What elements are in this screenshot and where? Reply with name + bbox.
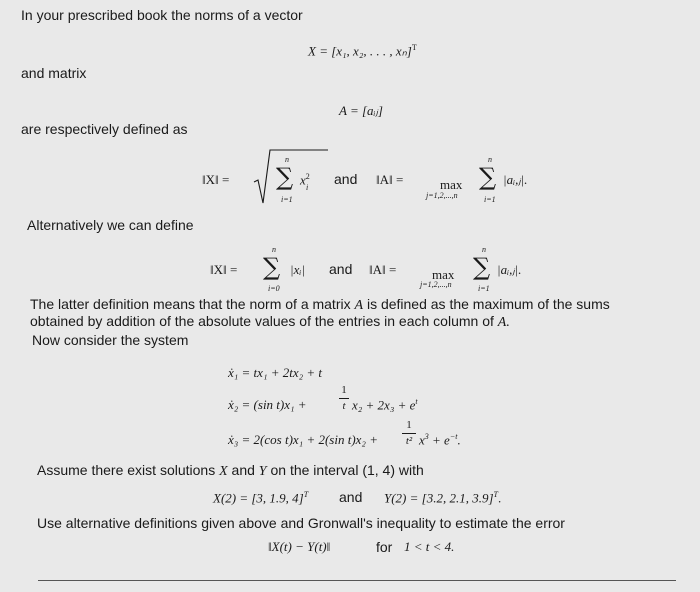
def2-and: and	[329, 261, 353, 277]
def2-normA: ‖A‖ =	[369, 262, 397, 277]
def2-sum2-bottom: i=1	[478, 284, 490, 293]
def1-term	[300, 173, 310, 186]
initial-X-sup: T	[303, 490, 309, 499]
def2-sum-bottom: i=0	[268, 284, 280, 293]
def1-normX: ‖X‖ =	[202, 172, 230, 187]
def2-normX: ‖X‖ =	[210, 262, 238, 277]
latter-line2-A: A.	[497, 315, 510, 330]
alternative-text: Alternatively we can define	[27, 217, 194, 233]
def1-term-sub: i	[306, 183, 309, 192]
initial-and: and	[339, 489, 363, 505]
system-eq3-tail-sup: −t	[449, 432, 458, 441]
assume-line	[37, 463, 424, 479]
initial-X-text: X(2) = [3, 1.9, 4]	[213, 490, 304, 506]
intro-text: In your prescribed book the norms of a vector	[21, 7, 303, 23]
initial-end: .	[497, 490, 502, 506]
assume-text1: Assume there exist solutions	[37, 462, 216, 478]
def1-term2: |aᵢ,ⱼ|.	[503, 172, 528, 187]
latter-line1-A: A	[354, 298, 364, 313]
matrix-definition: A = [aᵢⱼ]	[339, 103, 383, 118]
system-eq3-fracbar	[402, 433, 416, 434]
def1-max-sub: j=1,2,...,n	[426, 191, 458, 200]
def1-sigma: ∑	[276, 163, 294, 191]
system-eq3-sup: 3	[424, 432, 429, 441]
def1-sum2-bottom: i=1	[484, 195, 496, 204]
assume-X: X	[219, 464, 228, 479]
system-eq2-fracbar	[339, 398, 349, 399]
def2-sum2-top: n	[482, 245, 486, 254]
initial-Y	[384, 491, 501, 504]
def2-term2: |aᵢ,ⱼ|.	[497, 262, 522, 277]
system-eq3-x: x	[419, 432, 425, 448]
bottom-rule	[38, 580, 676, 581]
def1-sum2-top: n	[488, 155, 492, 164]
system-eq3-den: t²	[405, 435, 413, 447]
initial-X	[213, 491, 308, 504]
latter-line1-a: The latter definition means that the norm of a matrix	[30, 296, 351, 312]
latter-line1	[30, 297, 610, 313]
assume-and: and	[231, 462, 255, 478]
def2-max: max	[432, 267, 455, 282]
system-eq3-left: ẋ₃ = 2(cos t)x₁ + 2(sin t)x₂ +	[228, 432, 378, 447]
def2-sum-top: n	[272, 245, 276, 254]
latter-line2	[30, 314, 510, 330]
for-text: for	[376, 539, 393, 555]
initial-Y-sup: T	[493, 490, 498, 499]
system-eq3-right	[419, 433, 461, 446]
system-eq1: ẋ₁ = tx₁ + 2tx₂ + t	[228, 365, 323, 380]
def1-and: and	[334, 171, 358, 187]
system-eq2-right-text: x₂ + 2x₃ + e	[352, 397, 416, 413]
respectively-text: are respectively defined as	[21, 121, 188, 137]
def1-normA: ‖A‖ =	[376, 172, 404, 187]
system-eq2-sup: t	[415, 397, 418, 406]
initial-Y-text: Y(2) = [3.2, 2.1, 3.9]	[384, 490, 494, 506]
def1-term-sup: 2	[305, 172, 310, 181]
def2-term: |xᵢ|	[290, 262, 305, 277]
latter-line1-b: is defined as the maximum of the sums	[366, 296, 610, 312]
error-expression: ‖X(t) − Y(t)‖	[268, 539, 331, 554]
def1-term-x: x	[300, 172, 306, 188]
use-text: Use alternative definitions given above and Gronwall's inequality to estimate the error	[37, 515, 565, 531]
def2-max-sub: j=1,2,...,n	[420, 280, 452, 289]
system-eq3-end: .	[457, 432, 461, 448]
vector-def-text: X = [x₁, x₂, . . . , xₙ]	[308, 43, 412, 59]
and-matrix-text: and matrix	[21, 65, 87, 81]
system-eq2-num: 1	[341, 384, 347, 396]
def2-sigma2: ∑	[473, 253, 491, 281]
def1-max: max	[440, 177, 463, 192]
def1-sigma2: ∑	[479, 163, 497, 191]
vector-transpose: T	[411, 43, 417, 52]
system-eq2-left: ẋ₂ = (sin t)x₁ +	[228, 397, 307, 412]
system-eq3-num: 1	[406, 419, 412, 431]
system-eq2-den: t	[342, 400, 346, 412]
range-text: 1 < t < 4.	[404, 539, 455, 554]
system-eq2-right	[352, 398, 418, 411]
latter-line2-a: obtained by addition of the absolute values of the entries in each column of	[30, 313, 494, 329]
def1-sum-bottom: i=1	[281, 195, 293, 204]
def2-sigma: ∑	[263, 253, 281, 281]
system-eq3-tail: + e	[432, 432, 450, 448]
assume-Y: Y	[258, 464, 267, 479]
consider-text: Now consider the system	[32, 332, 189, 348]
def1-sum-top: n	[285, 155, 289, 164]
assume-text2: on the interval (1, 4) with	[270, 462, 424, 478]
